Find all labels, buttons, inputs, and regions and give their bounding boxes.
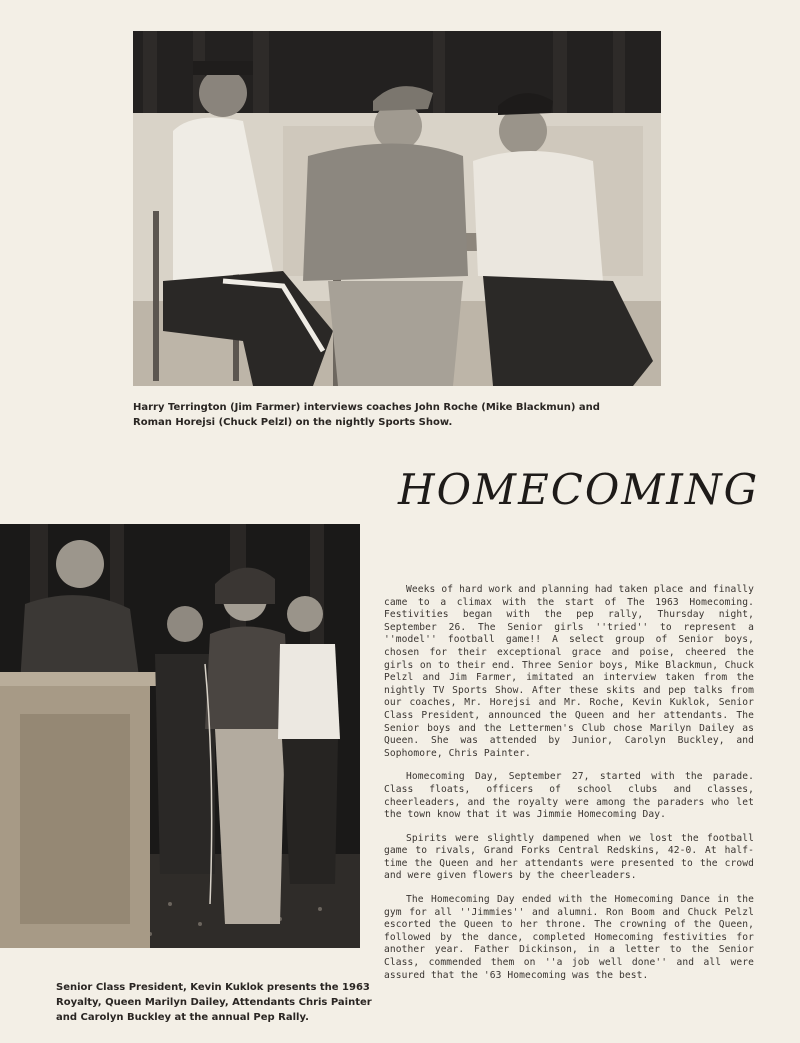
- sports-show-caption: Harry Terrington (Jim Farmer) interviews coaches John Roche (Mike Blackmun) and Roman Horejsi (Chuck Pelzl) on the nightly Sports Show.: [133, 402, 600, 428]
- article-body: [384, 584, 754, 993]
- article-paragraph: Homecoming Day, September 27, started with the parade. Class floats, officers of school clubs and classes, cheerleaders, and the royalty were among the paraders who let the town know that it was Jimmie Homecoming Day.: [384, 771, 754, 821]
- pep-rally-caption: Senior Class President, Kevin Kuklok presents the 1963 Royalty, Queen Marilyn Dailey, Attendants Chris Painter and Carolyn Buckley at the annual Pep Rally.: [56, 982, 372, 1023]
- sports-show-photo: [133, 31, 661, 386]
- page-title: HOMECOMING: [398, 465, 760, 514]
- article-paragraph: Spirits were slightly dampened when we lost the football game to rivals, Grand Forks Central Redskins, 42-0. At half-time the Queen and her attendants were presented to the crowd and were given flowers by the cheerleaders.: [384, 832, 754, 882]
- article-paragraph: Weeks of hard work and planning had taken place and finally came to a climax with the start of The 1963 Homecoming. Festivities began with the pep rally, Thursday night, September 26. The Senior girls ''tried'' to represent a ''model'' football game!! A select group of Senior boys, chosen for their exceptional grace and poise, cheered the girls on to their end. Three Senior boys, Mike Blackmun, Chuck Pelzl and Jim Farmer, imitated an interview taken from the nightly TV Sports Show. After these skits and pep talks from our coaches, Mr. Horejsi and Mr. Roche, Kevin Kuklok, Senior Class President, announced the Queen and her attendants. The Senior boys and the Lettermen's Club chose Marilyn Dailey as Queen. She was attended by Junior, Carolyn Buckley, and Sophomore, Chris Painter.: [384, 584, 754, 759]
- pep-rally-photo: [0, 524, 360, 948]
- article-paragraph: The Homecoming Day ended with the Homecoming Dance in the gym for all ''Jimmies'' and alumni. Ron Boom and Chuck Pelzl escorted the Queen to her throne. The crowning of the Queen, followed by the dance, completed Homecoming festivities for another year. Father Dickinson, in a letter to the Senior Class, commended them on ''a job well done'' and all were assured that the '63 Homecoming was the best.: [384, 894, 754, 981]
